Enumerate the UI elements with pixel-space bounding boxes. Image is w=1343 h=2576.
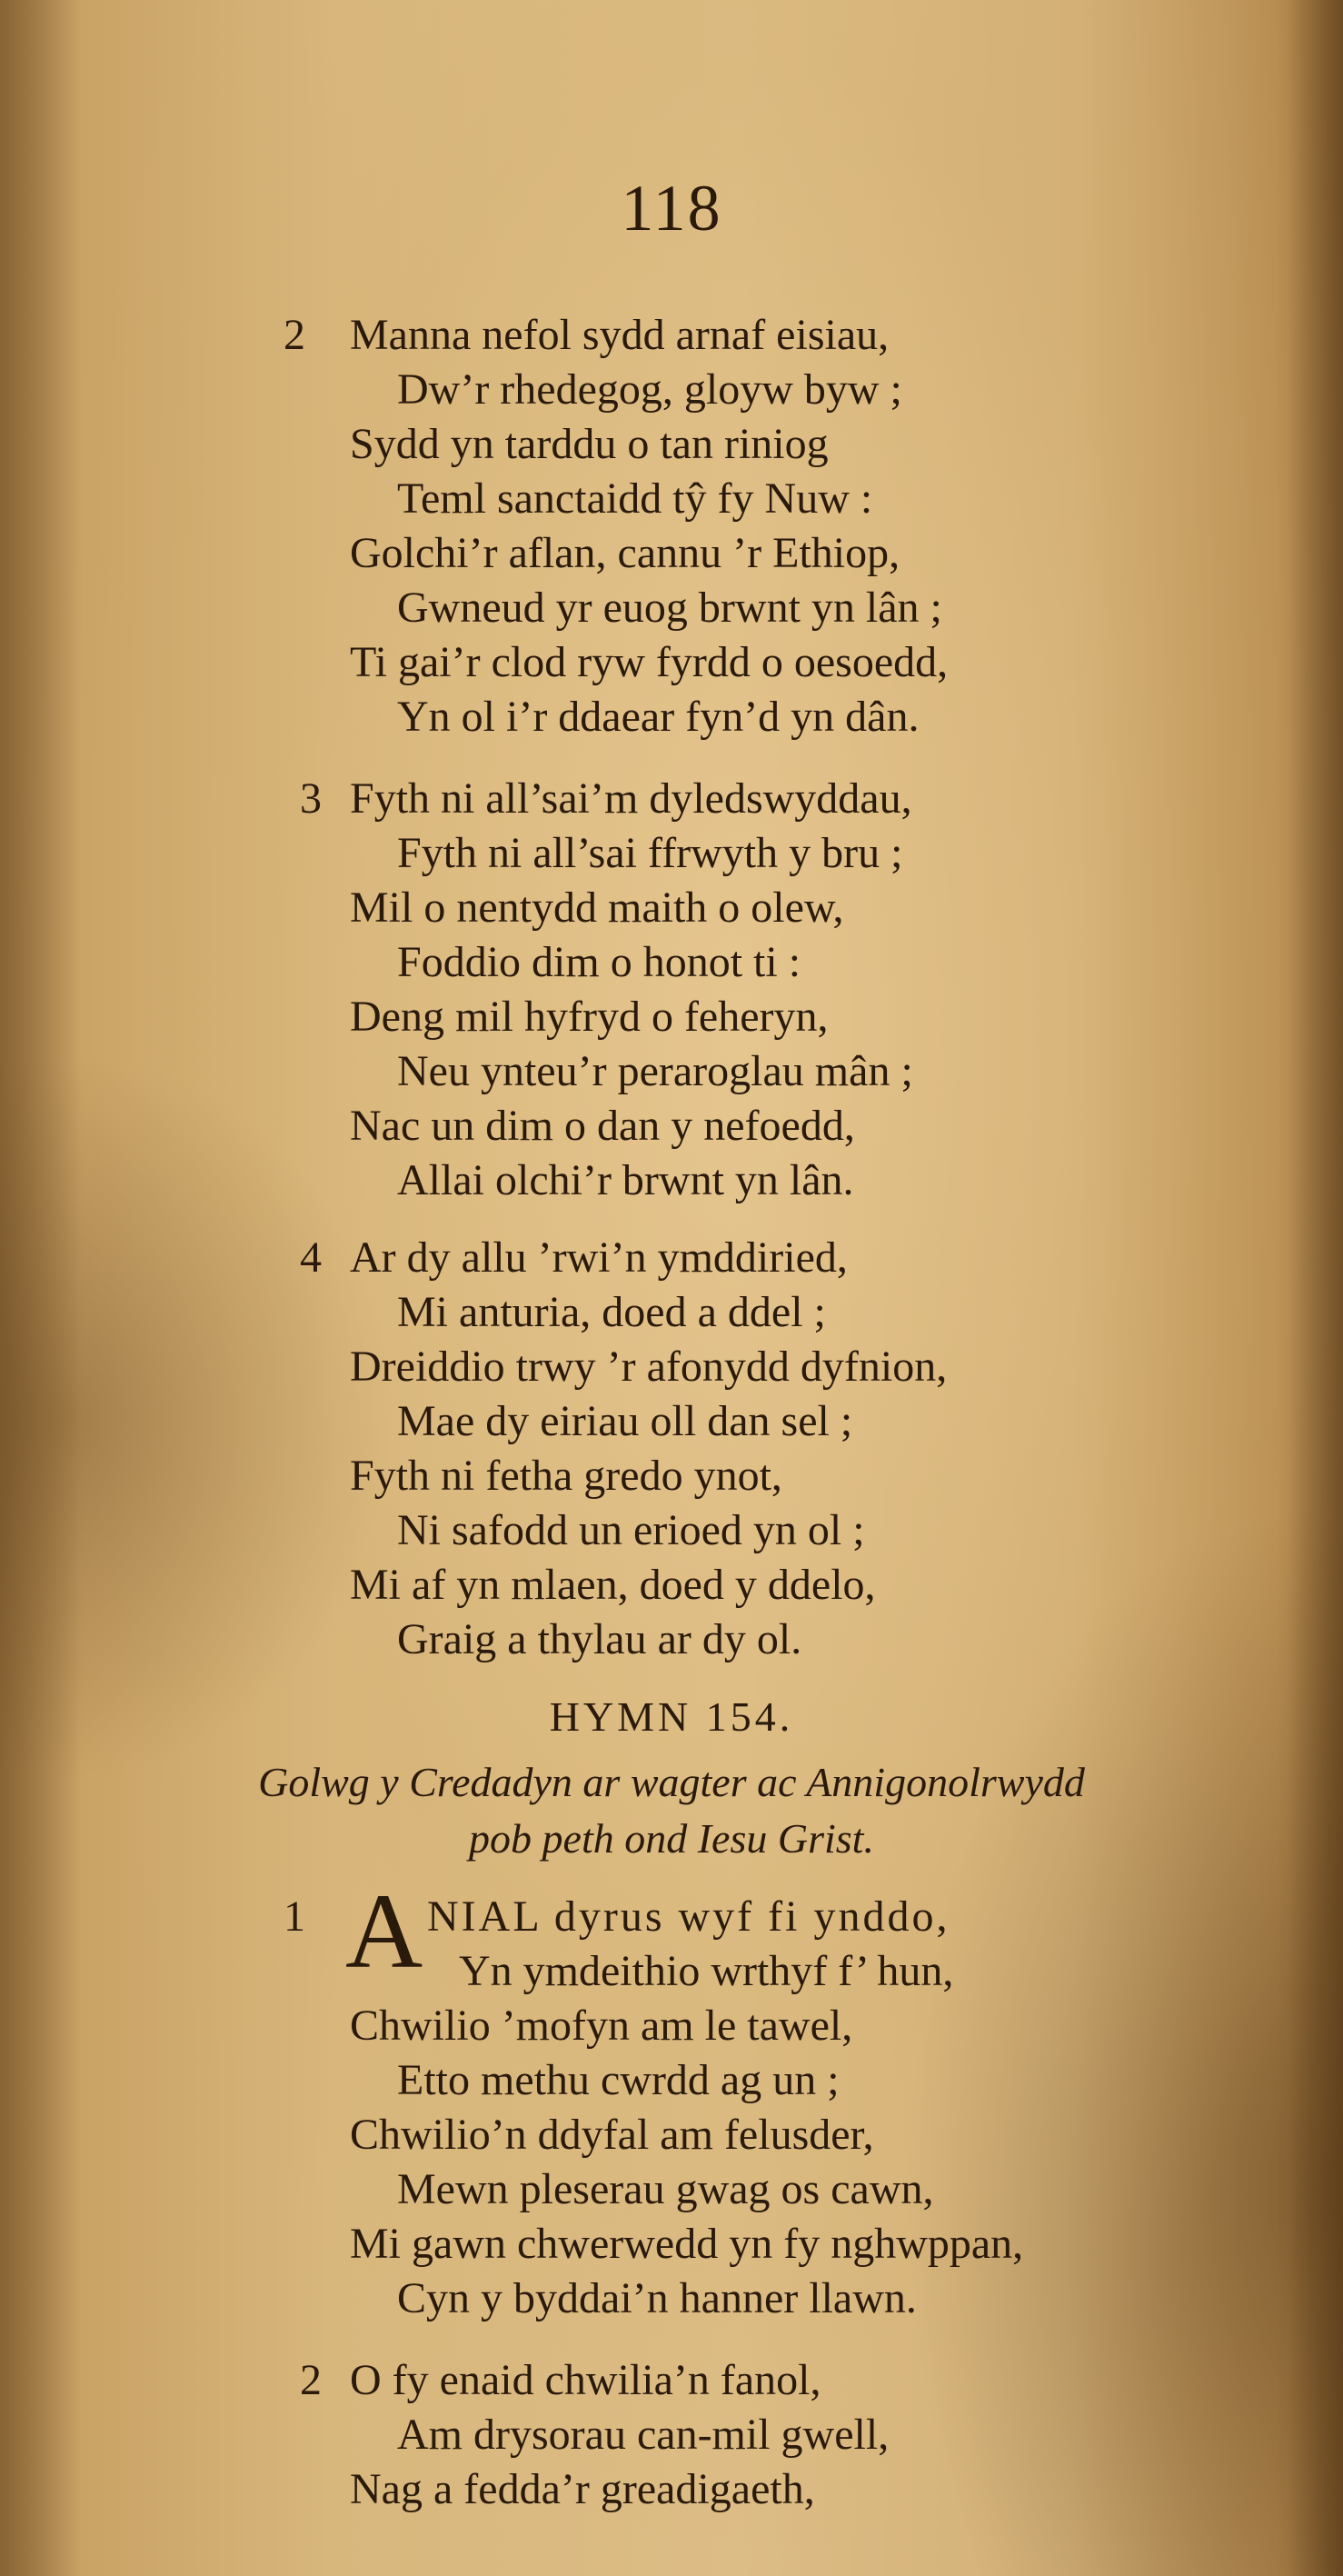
page-left-shadow (0, 0, 82, 2576)
verse-line: Mi anturia, doed a ddel ; (397, 1288, 826, 1336)
verse-line: Dw’r rhedegog, gloyw byw ; (397, 365, 902, 414)
verse-line: Neu ynteu’r peraroglau mân ; (397, 1047, 913, 1095)
verse-line: Mi gawn chwerwedd yn fy nghwppan, (350, 2220, 1024, 2268)
verse-line: Ti gai’r clod ryw fyrdd o oesoedd, (350, 638, 949, 686)
verse-line: Nag a fedda’r greadigaeth, (350, 2465, 815, 2513)
verse-line: Mewn pleserau gwag os cawn, (397, 2165, 934, 2213)
verse-line: Am drysorau can-mil gwell, (397, 2411, 890, 2459)
page-number: 118 (621, 172, 722, 245)
page-right-shadow (1288, 0, 1343, 2576)
verse-line: Golchi’r aflan, cannu ’r Ethiop, (350, 529, 900, 577)
verse-line: Dreiddio trwy ’r afonydd dyfnion, (350, 1343, 948, 1391)
verse-line: Ni safodd un erioed yn ol ; (397, 1506, 865, 1554)
verse-line: Ar dy allu ’rwi’n ymddiried, (350, 1233, 848, 1282)
verse-line: Yn ymdeithio wrthyf f’ hun, (459, 1947, 954, 1995)
verse-line: Yn ol i’r ddaear fyn’d yn dân. (397, 693, 920, 741)
verse-line: Nac un dim o dan y nefoedd, (350, 1102, 855, 1150)
stanza-number: 3 (300, 774, 322, 823)
stanza-number: 4 (300, 1233, 322, 1282)
verse-line: Gwneud yr euog brwnt yn lân ; (397, 584, 942, 632)
verse-line: Chwilio ’mofyn am le tawel, (350, 2002, 853, 2050)
verse-line: Fyth ni fetha gredo ynot, (350, 1452, 782, 1500)
verse-line: O fy enaid chwilia’n fanol, (350, 2356, 821, 2404)
verse-line: Mae dy eiriau oll dan sel ; (397, 1397, 853, 1445)
verse-line: NIAL dyrus wyf fi ynddo, (427, 1892, 950, 1941)
verse-line: Foddio dim o honot ti : (397, 938, 801, 986)
drop-capital: A (345, 1872, 423, 1991)
stanza-number: 1 (284, 1892, 305, 1941)
hymn-subtitle-line-1: Golwg y Credadyn ar wagter ac Annigonolrwydd (258, 1759, 1085, 1805)
verse-line: Mil o nentydd maith o olew, (350, 884, 844, 932)
stanza-number: 2 (300, 2356, 322, 2404)
hymn-title: HYMN 154. (549, 1693, 794, 1740)
verse-line: Deng mil hyfryd o feheryn, (350, 993, 829, 1041)
verse-line: Etto methu cwrdd ag un ; (397, 2056, 840, 2104)
verse-line: Sydd yn tarddu o tan riniog (350, 420, 829, 468)
verse-line: Manna nefol sydd arnaf eisiau, (350, 311, 890, 359)
verse-line: Graig a thylau ar dy ol. (397, 1615, 802, 1663)
verse-line: Chwilio’n ddyfal am felusder, (350, 2111, 874, 2159)
verse-line: Allai olchi’r brwnt yn lân. (397, 1156, 854, 1204)
verse-line: Mi af yn mlaen, doed y ddelo, (350, 1561, 876, 1609)
verse-line: Fyth ni all’sai ffrwyth y bru ; (397, 829, 903, 877)
hymn-subtitle-line-2: pob peth ond Iesu Grist. (469, 1815, 874, 1862)
stanza-number: 2 (284, 311, 305, 359)
verse-line: Cyn y byddai’n hanner llawn. (397, 2274, 917, 2322)
verse-line: Fyth ni all’sai’m dyledswyddau, (350, 774, 912, 823)
verse-line: Teml sanctaidd tŷ fy Nuw : (397, 474, 873, 523)
